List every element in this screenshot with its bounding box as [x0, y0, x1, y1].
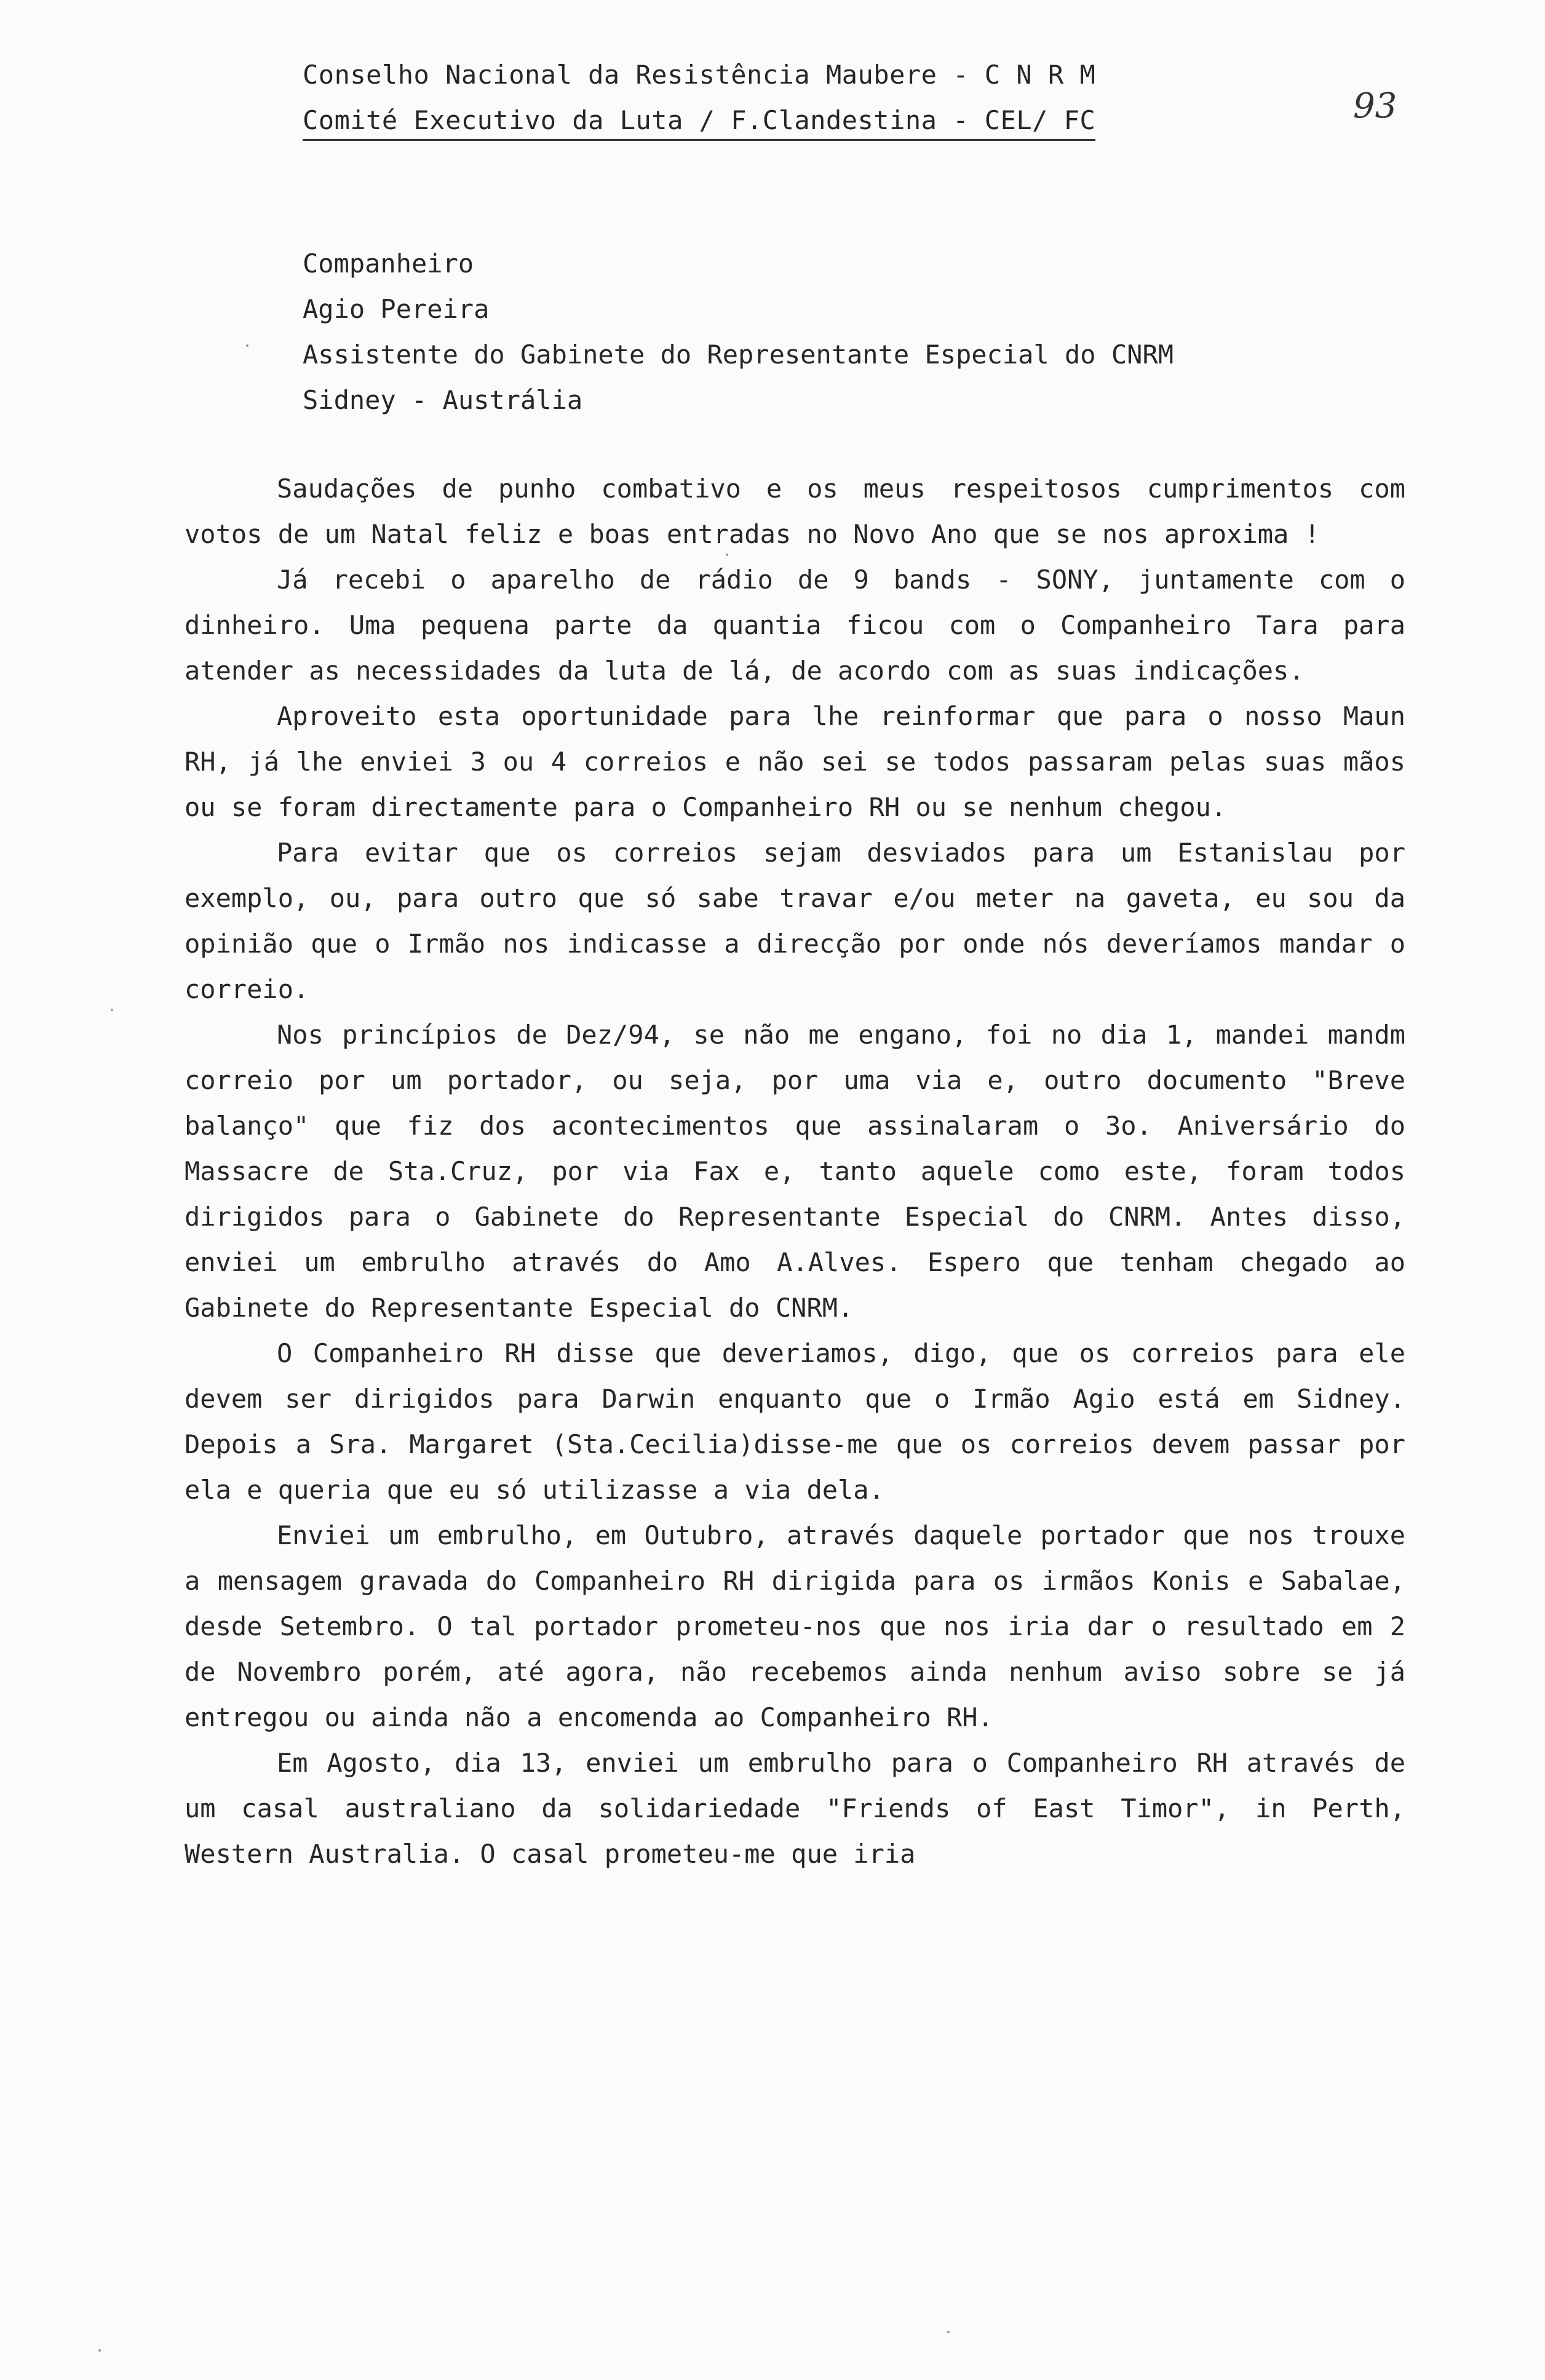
paragraph-greeting: Saudações de punho combativo e os meus respeitosos cumprimentos com votos de um Natal feliz e boas entradas no Novo Ano que se nos aproxima !	[185, 474, 1405, 549]
letter-body	[185, 466, 1405, 1877]
scan-speck	[98, 2349, 101, 2352]
recipient-name: Agio Pereira	[303, 294, 490, 324]
paragraph-dezembro: Nos princípios de Dez/94, se não me engano, foi no dia 1, mandei mandm correio por um portador, ou seja, por uma via e, outro documento "Breve balanço" que fiz dos acontecimentos que assinalaram o 3o. Aniversário do Massacre de Sta.Cruz, por via Fax e, tanto aquele como este, foram todos dirigidos para o Gabinete do Representante Especial do CNRM. Antes disso, enviei um embrulho através do Amo A.Alves. Espero que tenham chegado ao Gabinete do Representante Especial do CNRM.	[185, 1020, 1405, 1323]
paragraph-radio: Já recebi o aparelho de rádio de 9 bands - SONY, juntamente com o dinheiro. Uma pequena parte da quantia ficou com o Companheiro Tara para atender as necessidades da luta de lá, de acordo com as suas indicações.	[185, 565, 1405, 686]
paragraph-correios: Aproveito esta oportunidade para lhe reinformar que para o nosso Maun RH, já lhe enviei 3 ou 4 correios e não sei se todos passaram pelas suas mãos ou se foram directamente para o Companheiro RH ou se nenhum chegou.	[185, 701, 1405, 822]
paragraph-darwin: O Companheiro RH disse que deveriamos, digo, que os correios para ele devem ser dirigidos para Darwin enquanto que o Irmão Agio está em Sidney. Depois a Sra. Margaret (Sta.Cecilia)disse-me que os correios devem passar por ela e queria que eu só utilizasse a via dela.	[185, 1338, 1405, 1505]
paragraph-agosto: Em Agosto, dia 13, enviei um embrulho para o Companheiro RH através de um casal australiano da solidariedade "Friends of East Timor", in Perth, Western Australia. O casal prometeu-me que iria	[185, 1748, 1405, 1869]
letterhead-line-2: Comité Executivo da Luta / F.Clandestina - CEL/ FC	[303, 103, 1095, 141]
paragraph-evitar: Para evitar que os correios sejam desviados para um Estanislau por exemplo, ou, para outro que só sabe travar e/ou meter na gaveta, eu sou da opinião que o Irmão nos indicasse a direcção por onde nós deveríamos mandar o correio.	[185, 838, 1405, 1004]
recipient-block	[303, 241, 1174, 423]
scan-speck	[111, 1009, 113, 1011]
scan-speck	[947, 2331, 950, 2333]
letterhead-line-1: Conselho Nacional da Resistência Maubere - C N R M	[303, 60, 1096, 90]
recipient-salutation: Companheiro	[303, 248, 474, 279]
page-number: 93	[1353, 86, 1397, 126]
paragraph-outubro: Enviei um embrulho, em Outubro, através daquele portador que nos trouxe a mensagem gravada do Companheiro RH dirigida para os irmãos Konis e Sabalae, desde Setembro. O tal portador prometeu-nos que nos iria dar o resultado em 2 de Novembro porém, até agora, não recebemos ainda nenhum aviso sobre se já entregou ou ainda não a encomenda ao Companheiro RH.	[185, 1520, 1405, 1732]
scan-speck	[246, 344, 248, 347]
recipient-location: Sidney - Austrália	[303, 385, 583, 415]
scan-speck	[726, 553, 728, 556]
recipient-title: Assistente do Gabinete do Representante Especial do CNRM	[303, 339, 1174, 370]
